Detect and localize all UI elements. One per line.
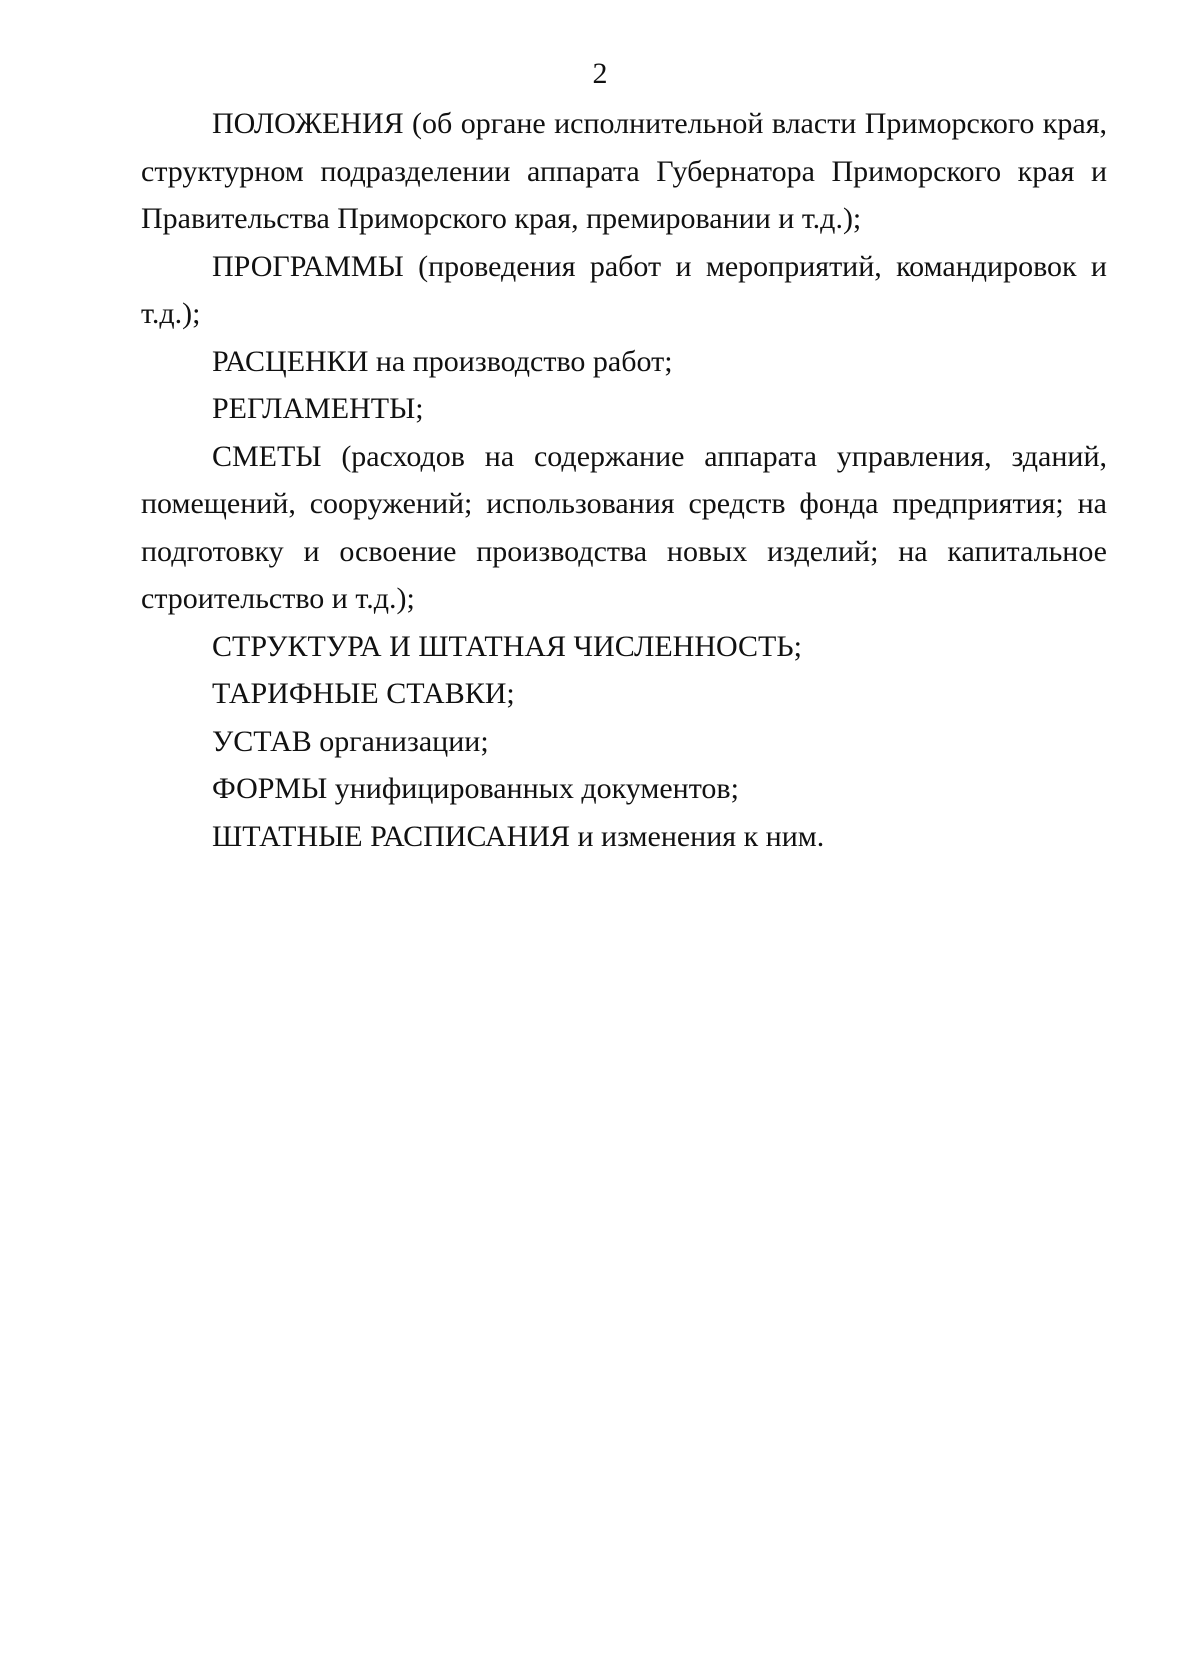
paragraph-rascenki: РАСЦЕНКИ на производство работ;: [212, 344, 673, 378]
paragraph-formy: ФОРМЫ унифицированных документов;: [212, 772, 739, 805]
paragraph-reglamenty: РЕГЛАМЕНТЫ;: [212, 392, 424, 425]
paragraph-tarifnye-stavki: ТАРИФНЫЕ СТАВКИ;: [212, 677, 515, 710]
paragraph-smety: СМЕТЫ (расходов на содержание аппарата управления, зданий, помещений, сооружений; использования средств фонда предприятия; на подготовку и освоение производства новых изделий; на капитальное строительство и т.д.);: [141, 439, 1107, 615]
paragraph-shtatnye-raspisaniya: ШТАТНЫЕ РАСПИСАНИЯ и изменения к ним.: [212, 819, 825, 853]
page-number: 2: [592, 57, 608, 90]
paragraph-programmy: ПРОГРАММЫ (проведения работ и мероприятий, командировок и т.д.);: [141, 249, 1107, 330]
document-body: [141, 100, 1107, 860]
paragraph-polozheniya: ПОЛОЖЕНИЯ (об органе исполнительной власти Приморского края, структурном подразделении аппарата Губернатора Приморского края и Правительства Приморского края, премировании и т.д.);: [141, 107, 1107, 235]
paragraph-ustav: УСТАВ организации;: [212, 724, 489, 758]
paragraph-struktura: СТРУКТУРА И ШТАТНАЯ ЧИСЛЕННОСТЬ;: [212, 629, 802, 663]
